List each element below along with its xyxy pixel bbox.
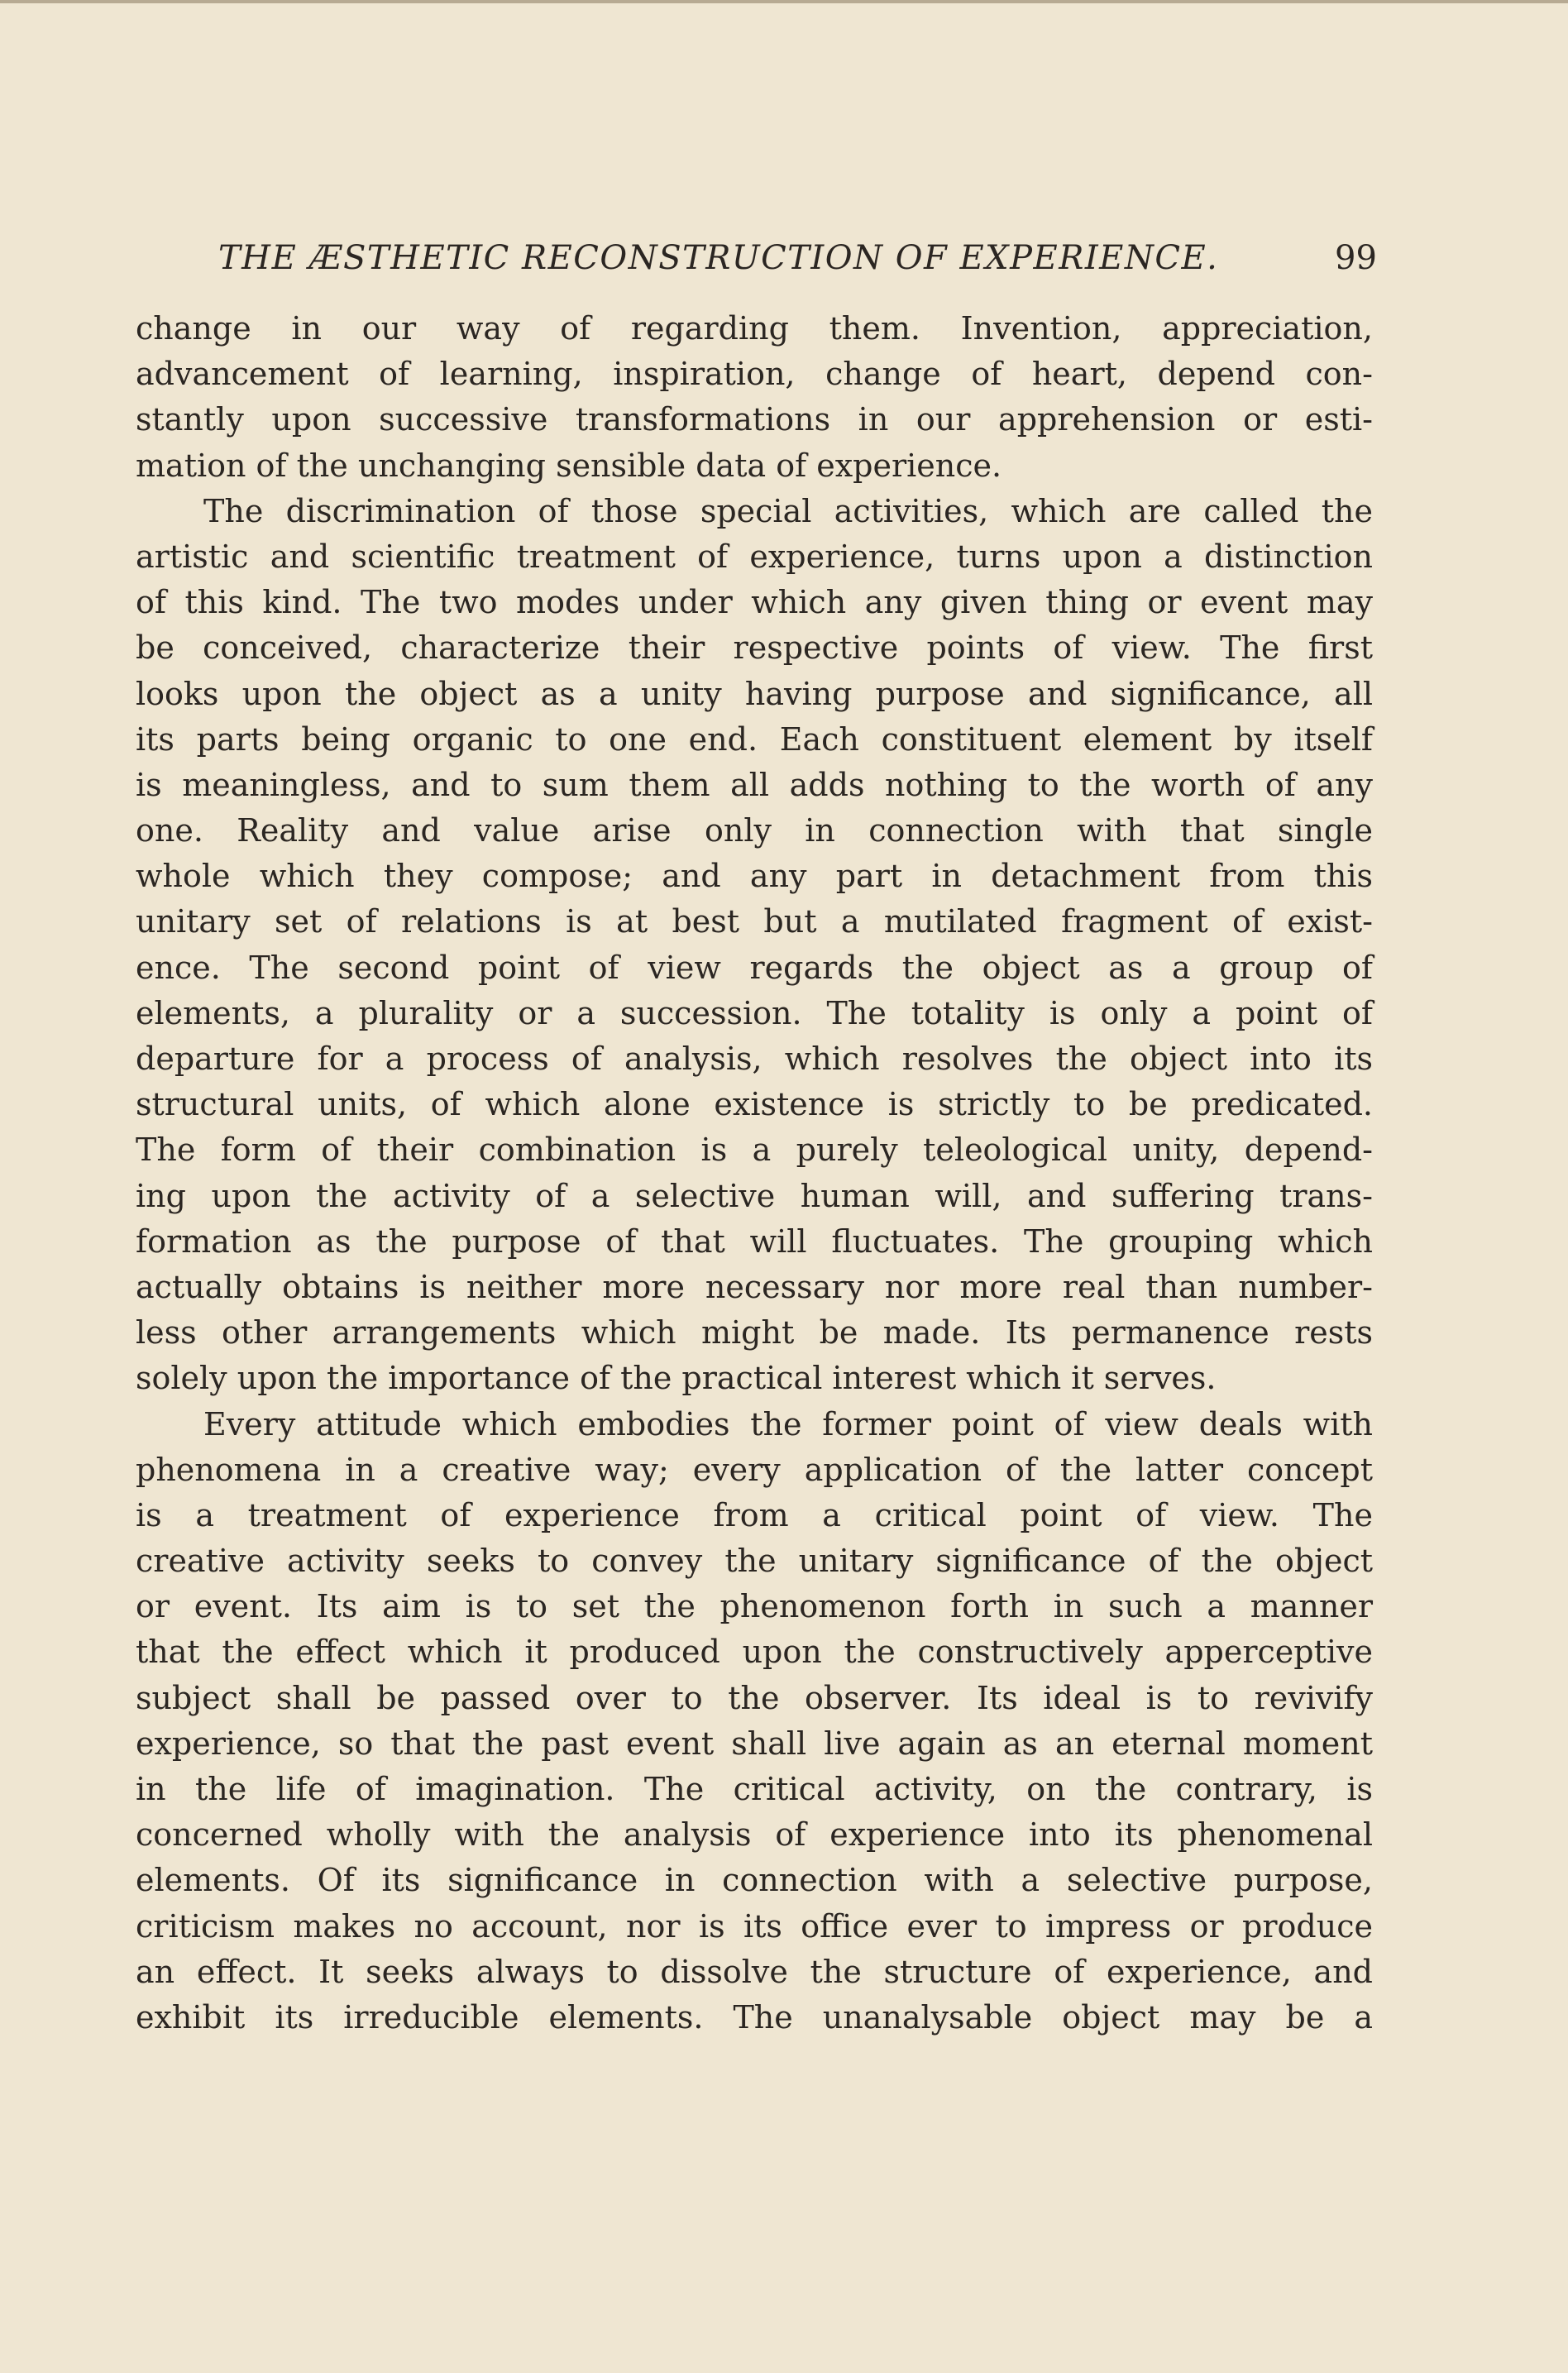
text-line: exhibit its irreducible elements. The unanalysable object may be a	[136, 1998, 1373, 2036]
text-line: mation of the unchanging sensible data of experience.	[136, 447, 1002, 484]
text-line: concerned wholly with the analysis of experience into its phenomenal	[136, 1816, 1373, 1854]
text-line: phenomena in a creative way; every application of the latter concept	[136, 1451, 1373, 1488]
text-line: structural units, of which alone existence is strictly to be predicated.	[136, 1086, 1373, 1123]
body-text	[136, 306, 1373, 2040]
text-line: experience, so that the past event shall live again as an eternal moment	[136, 1725, 1373, 1762]
page-top-edge	[0, 0, 1568, 3]
text-line: less other arrangements which might be made. Its permanence rests	[136, 1314, 1373, 1352]
text-line: elements, a plurality or a succession. The totality is only a point of	[136, 994, 1373, 1031]
text-line: advancement of learning, inspiration, change of heart, depend con-	[136, 356, 1373, 393]
text-line: artistic and scientific treatment of experience, turns upon a distinction	[136, 538, 1373, 575]
text-line: unitary set of relations is at best but a mutilated fragment of exist-	[136, 903, 1373, 940]
text-line: ing upon the activity of a selective human will, and suffering trans-	[136, 1177, 1373, 1214]
text-line: solely upon the importance of the practical interest which it serves.	[136, 1360, 1217, 1397]
paragraph-3	[136, 1402, 1373, 2041]
text-line: of this kind. The two modes under which any given thing or event may	[136, 584, 1373, 621]
text-line: formation as the purpose of that will fluctuates. The grouping which	[136, 1222, 1373, 1260]
text-line: an effect. It seeks always to dissolve the structure of experience, and	[136, 1953, 1373, 1990]
text-line: stantly upon successive transformations in our apprehension or esti-	[136, 401, 1373, 438]
text-line: its parts being organic to one end. Each constituent element by itself	[136, 720, 1373, 758]
text-line: looks upon the object as a unity having purpose and significance, all	[136, 675, 1373, 712]
running-title: THE ÆSTHETIC RECONSTRUCTION OF EXPERIENCE.	[218, 239, 1219, 277]
running-head	[136, 233, 1376, 283]
paragraph-1	[136, 306, 1373, 489]
text-line: that the effect which it produced upon the constructively apperceptive	[136, 1634, 1373, 1671]
text-line: creative activity seeks to convey the unitary significance of the object	[136, 1543, 1373, 1580]
text-line: change in our way of regarding them. Invention, appreciation,	[136, 310, 1373, 347]
text-line: The discrimination of those special activities, which are called the	[203, 492, 1373, 529]
text-line: ence. The second point of view regards the object as a group of	[136, 949, 1373, 986]
text-line: subject shall be passed over to the observer. Its ideal is to revivify	[136, 1679, 1373, 1716]
text-line: elements. Of its significance in connection with a selective purpose,	[136, 1862, 1373, 1899]
text-line: actually obtains is neither more necessary nor more real than number-	[136, 1268, 1373, 1305]
text-line: Every attitude which embodies the former point of view deals with	[203, 1405, 1373, 1442]
text-line: or event. Its aim is to set the phenomenon forth in such a manner	[136, 1588, 1373, 1625]
text-line: whole which they compose; and any part in detachment from this	[136, 858, 1373, 895]
text-line: be conceived, characterize their respective points of view. The first	[136, 629, 1373, 667]
text-line: departure for a process of analysis, which resolves the object into its	[136, 1041, 1373, 1077]
text-line: criticism makes no account, nor is its office ever to impress or produce	[136, 1907, 1373, 1945]
text-line: The form of their combination is a purely teleological unity, depend-	[136, 1131, 1373, 1169]
text-line: is a treatment of experience from a critical point of view. The	[136, 1496, 1373, 1533]
paragraph-2	[136, 489, 1373, 1402]
text-line: in the life of imagination. The critical activity, on the contrary, is	[136, 1771, 1373, 1807]
text-line: one. Reality and value arise only in connection with that single	[136, 812, 1373, 849]
page-number: 99	[1335, 239, 1377, 277]
text-line: is meaningless, and to sum them all adds nothing to the worth of any	[136, 766, 1373, 803]
